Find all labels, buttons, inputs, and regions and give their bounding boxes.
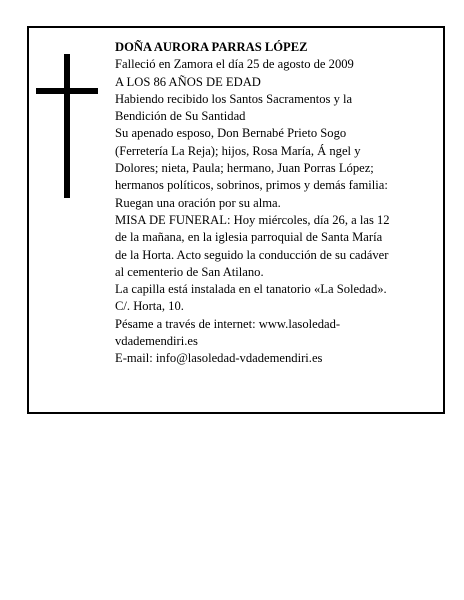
obituary-text (115, 39, 396, 368)
family-members: Su apenado esposo, Don Bernabé Prieto Sogo (Ferretería La Reja); hijos, Rosa María, Á ngel y Dolores; nieta, Paula; hermano, Juan Porras López; hermanos políticos, sobrinos, primos y demás familia: (115, 126, 388, 193)
cross-vertical-bar (64, 54, 70, 198)
chapel-location: La capilla está instalada en el tanatorio «La Soledad». C/. Horta, 10. (115, 282, 387, 314)
age-at-death: A LOS 86 AÑOS DE EDAD (115, 74, 261, 89)
deceased-name: DOÑA AURORA PARRAS LÓPEZ (115, 40, 308, 54)
funeral-mass: MISA DE FUNERAL: Hoy miércoles, día 26, a las 12 de la mañana, en la iglesia parroquial de Santa María de la Horta. Acto seguido la conducción de su cadáver al cementerio de San Atilano. (115, 212, 390, 279)
cross-horizontal-bar (36, 88, 98, 94)
sacraments-text: Habiendo recibido los Santos Sacramentos y la Bendición de Su Santidad (115, 91, 353, 124)
latin-cross-icon (36, 54, 98, 198)
prayer-request: Ruegan una oración por su alma. (115, 195, 281, 210)
death-date: Falleció en Zamora el día 25 de agosto de 2009 (115, 57, 354, 72)
online-condolences: Pésame a través de internet: www.lasoledad-vdademendiri.es (115, 316, 341, 349)
contact-email: E-mail: info@lasoledad-vdademendiri.es (115, 351, 323, 366)
